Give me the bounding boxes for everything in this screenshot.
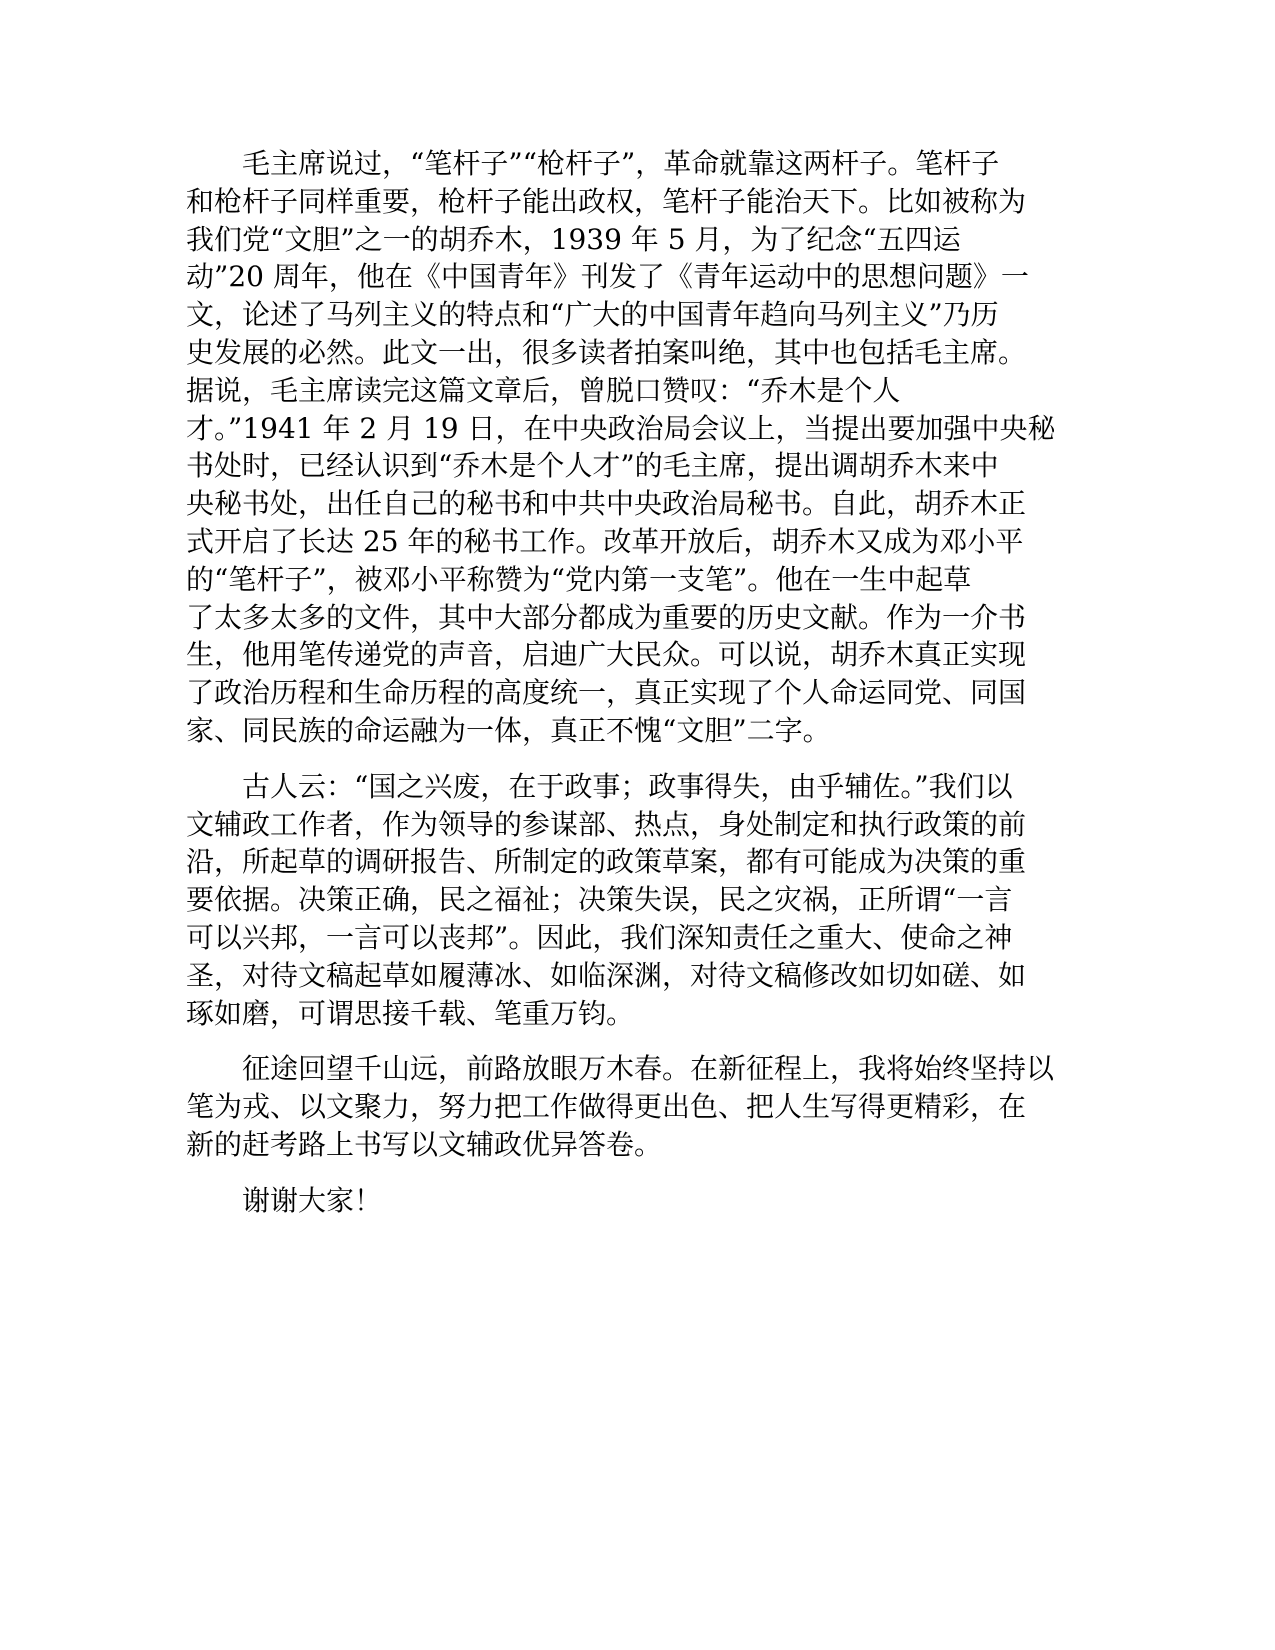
- paragraph-hu-qiaomu: 毛主席说过，“笔杆子”“枪杆子”，革命就靠这两杆子。笔杆子 和枪杆子同样重要，枪杆子能出政权，笔杆子能治天下。比如被称为 我们党“文胆”之一的胡乔木，1939 年 5 月，为了纪念“五四运 动”20 周年，他在《中国青年》刊发了《青年运动中的思想问题》一 文，论述了马列主义的特点和“广大的中国青年趋向马列主义”乃历 史发展的必然。此文一出，很多读者拍案叫绝，其中也包括毛主席。 据说，毛主席读完这篇文章后，曾脱口赞叹：“乔木是个人 才。”1941 年 2 月 19 日，在中央政治局会议上，当提出要加强中央秘 书处时，已经认识到“乔木是个人才”的毛主席，提出调胡乔木来中 央秘书处，出任自己的秘书和中共中央政治局秘书。自此，胡乔木正 式开启了长达 25 年的秘书工作。改革开放后，胡乔木又成为邓小平 的“笔杆子”，被邓小平称赞为“党内第一支笔”。他在一生中起草 了太多太多的文件，其中大部分都成为重要的历史文献。作为一介书 生，他用笔传递党的声音，启迪广大民众。可以说，胡乔木真正实现 了政治历程和生命历程的高度统一，真正实现了个人命运同党、同国 家、同民族的命运融为一体，真正不愧“文胆”二字。: [186, 147, 1056, 747]
- paragraph-thanks: 谢谢大家！: [242, 1183, 383, 1217]
- paragraph-ancient-saying: 古人云：“国之兴废，在于政事；政事得失，由乎辅佐。”我们以 文辅政工作者，作为领导的参谋部、热点，身处制定和执行政策的前 沿，所起草的调研报告、所制定的政策草案，都有可能成为决策的重 要依据。决策正确，民之福祉；决策失误，民之灾祸，正所谓“一言 可以兴邦，一言可以丧邦”。因此，我们深知责任之重大、使命之神 圣，对待文稿起草如履薄冰、如临深渊，对待文稿修改如切如磋、如 琢如磨，可谓思接千载、笔重万钧。: [186, 769, 1027, 1030]
- paragraph-new-journey: 征途回望千山远，前路放眼万木春。在新征程上，我将始终坚持以 笔为戎、以文聚力，努力把工作做得更出色、把人生写得更精彩，在 新的赶考路上书写以文辅政优异答卷。: [186, 1052, 1055, 1161]
- document-body: [186, 145, 1066, 1238]
